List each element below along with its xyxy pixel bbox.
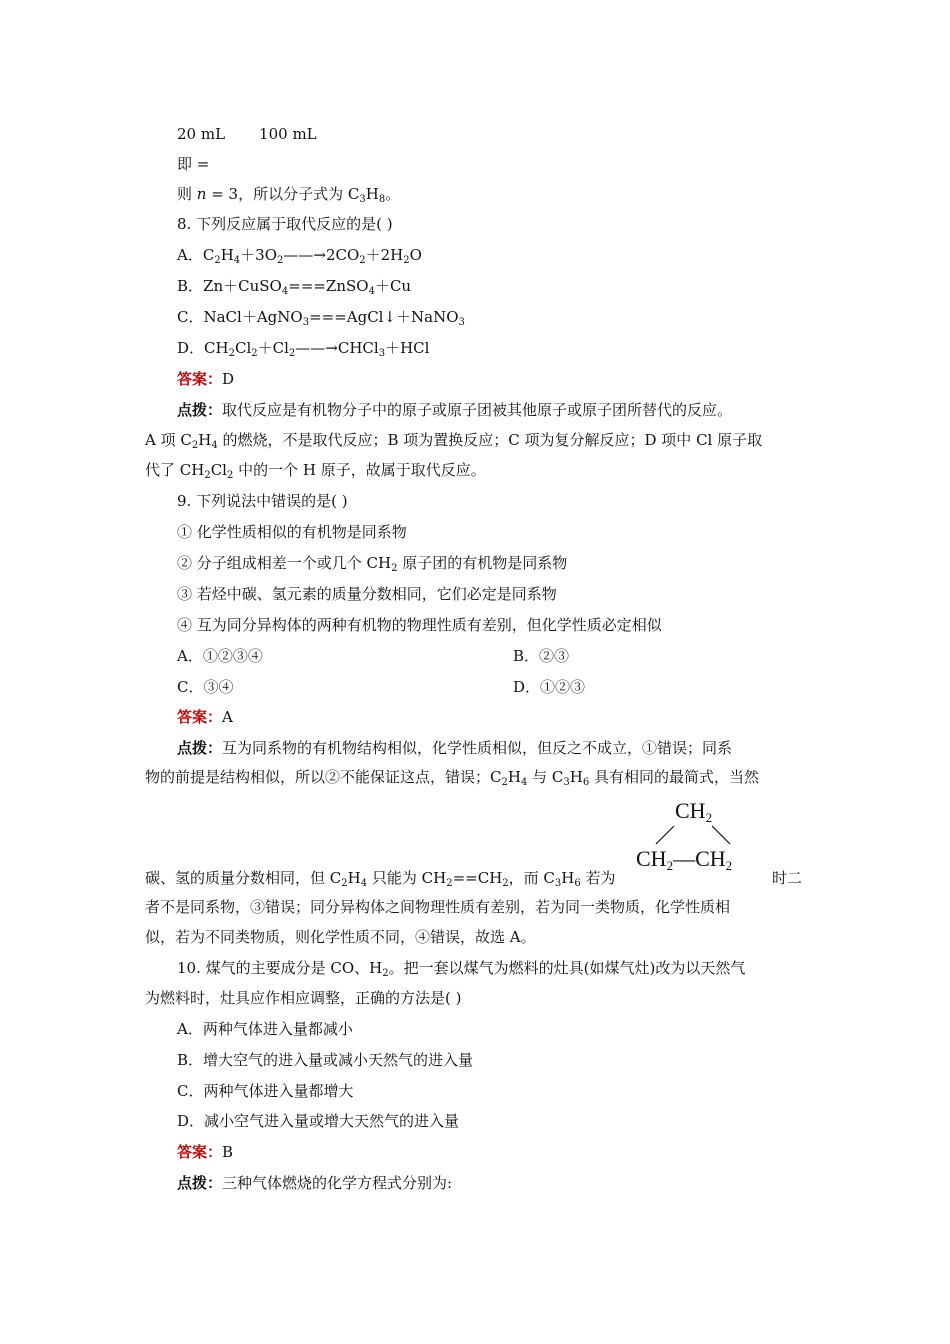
bond-left (656, 826, 674, 844)
structure-bottom-row: $CH_2—CH_2$ (636, 846, 733, 873)
conclusion-line: 则 n = 3，所以分子式为 $C_3H_8$。 (177, 185, 401, 205)
q8-option-a: A．$C_2H_4+3O_2——\to 2CO_2+2H_2O$ (177, 246, 422, 266)
hint-label: 点拨： (177, 401, 223, 419)
q9-statement-3: ③ 若烃中碳、氢元素的质量分数相同，它们必定是同系物 (177, 585, 557, 603)
answer-label: 答案： (177, 370, 223, 388)
q9-hint-line-4: 者不是同系物，③错误；同分异构体之间物理性质有差别，若为同一类物质，化学性质相 (145, 898, 731, 916)
q10-option-c: C．两种气体进入量都增大 (177, 1082, 354, 1100)
volume-b: 100 mL (259, 125, 317, 143)
q9-stem: 9. 下列说法中错误的是( ) (177, 492, 348, 510)
answer-value: D (222, 370, 235, 388)
q9-option-c: C．③④ (177, 678, 234, 696)
q9-hint-line-3: 碳、氢的质量分数相同，但 $C_2H_4$ 只能为 $CH_2==CH_2$，而 $C_3H_6$ 若为 (145, 869, 616, 889)
answer-value: B (222, 1143, 234, 1161)
q9-option-b: B．②③ (513, 647, 570, 665)
q8-hint-line-1: 点拨：取代反应是有机物分子中的原子或原子团被其他原子或原子团所替代的反应。 (177, 401, 733, 419)
q8-option-b: B．Zn＋CuSO$_4$===ZnSO$_4$＋Cu (177, 277, 412, 297)
hint-label: 点拨： (177, 739, 223, 757)
q10-hint-line-1: 点拨：三种气体燃烧的化学方程式分别为: (177, 1174, 453, 1192)
hint-label: 点拨： (177, 1174, 223, 1192)
q10-option-a: A．两种气体进入量都减小 (177, 1020, 353, 1038)
q9-hint-line-2: 物的前提是结构相似，所以②不能保证这点，错误；$C_2H_4$ 与 $C_3H_6$ 具有相同的最简式，当然 (145, 768, 759, 788)
ji-line: 即 = (177, 155, 210, 173)
q9-hint-line-3-tail: 时二 (772, 869, 803, 887)
q10-option-d: D．减小空气进入量或增大天然气的进入量 (177, 1112, 460, 1130)
q9-hint-line-1: 点拨：互为同系物的有机物结构相似，化学性质相似，但反之不成立，①错误；同系 (177, 739, 733, 757)
q8-answer (177, 369, 234, 389)
q9-statement-2: ② 分子组成相差一个或几个 $CH_2$ 原子团的有机物是同系物 (177, 554, 568, 574)
q8-hint-line-2: A 项 $C_2H_4$ 的燃烧，不是取代反应；B 项为置换反应；C 项为复分解反应；D 项中 Cl 原子取 (145, 431, 763, 451)
answer-label: 答案： (177, 708, 223, 726)
answer-label: 答案： (177, 1143, 223, 1161)
structure-top-ch2: $CH_2$ (675, 798, 713, 825)
q9-hint-line-5: 似，若为不同类物质，则化学性质不同，④错误，故选 A。 (145, 928, 536, 946)
q10-stem-line-2: 为燃料时，灶具应作相应调整，正确的方法是( ) (145, 989, 462, 1007)
q8-option-d: D．$CH_2Cl_2+Cl_2——\to CHCl_3+HCl$ (177, 339, 430, 359)
q10-option-b: B．增大空气的进入量或减小天然气的进入量 (177, 1051, 474, 1069)
q9-statement-4: ④ 互为同分异构体的两种有机物的物理性质有差别，但化学性质必定相似 (177, 616, 662, 634)
q8-option-c: C．NaCl＋AgNO$_3$===AgCl↓＋NaNO$_3$ (177, 308, 465, 328)
bond-right (712, 826, 730, 844)
q9-answer (177, 707, 233, 727)
q9-option-d: D．①②③ (513, 678, 586, 696)
q10-stem-line-1: 10. 煤气的主要成分是 CO、$H_2$。把一套以煤气为燃料的灶具(如煤气灶)改为以天然气 (177, 959, 746, 979)
q8-hint-line-3: 代了 $CH_2Cl_2$ 中的一个 H 原子，故属于取代反应。 (145, 461, 486, 481)
q9-statement-1: ① 化学性质相似的有机物是同系物 (177, 523, 407, 541)
q8-stem: 8. 下列反应属于取代反应的是( ) (177, 215, 393, 233)
volume-line (177, 124, 317, 144)
q9-option-a: A．①②③④ (177, 647, 263, 665)
q10-answer (177, 1142, 233, 1162)
volume-a: 20 mL (177, 125, 226, 143)
answer-value: A (222, 708, 233, 726)
